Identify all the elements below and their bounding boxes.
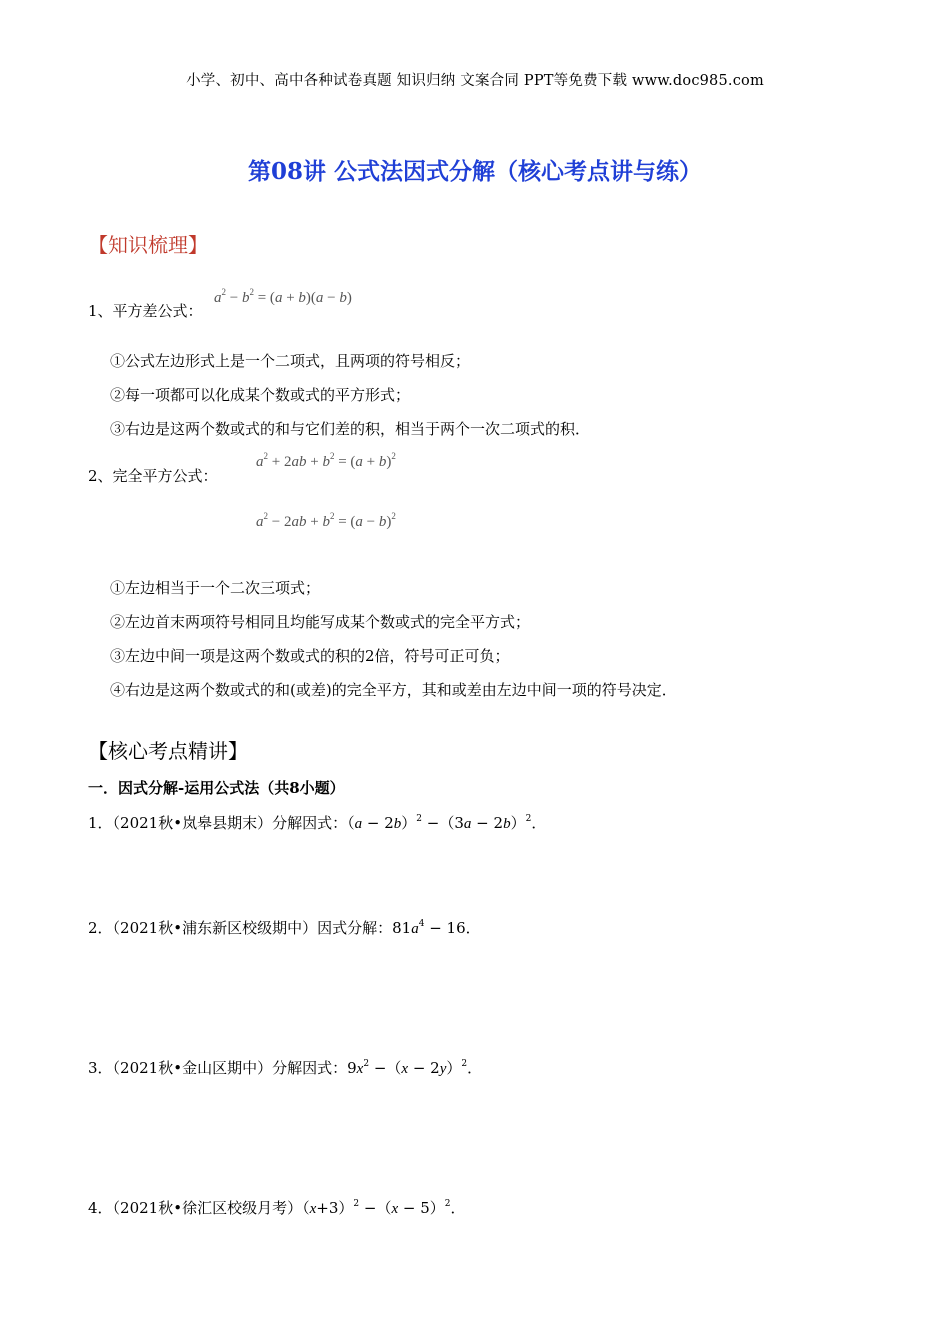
perfect-square-difference-formula: $a^2 - 2ab + b^2 = (a - b)^2$ bbox=[256, 511, 396, 530]
formula1-point: ①公式左边形式上是一个二项式，且两项的符号相反； bbox=[110, 352, 471, 370]
formula1-point: ③右边是这两个数或式的和与它们差的积，相当于两个一次二项式的积． bbox=[110, 420, 591, 438]
problem-source: （2021秋•徐汇区校级月考） bbox=[112, 1199, 303, 1217]
problem-source: （2021秋•岚皋县期末） bbox=[112, 814, 273, 832]
problem-number: 2． bbox=[88, 919, 113, 937]
problem-1 bbox=[88, 812, 546, 833]
problem-2 bbox=[88, 917, 481, 938]
problem-task: 分解因式： bbox=[272, 814, 348, 832]
formula2-point: ①左边相当于一个二次三项式； bbox=[110, 579, 321, 597]
problem-expression: $(x+3)^2 -(x - 5)^2$． bbox=[302, 1199, 466, 1217]
page-header: 小学、初中、高中各种试卷真题 知识归纳 文案合同 PPT等免费下载 www.doc985.com bbox=[186, 73, 764, 89]
problem-number: 4． bbox=[88, 1199, 113, 1217]
problem-source: （2021秋•浦东新区校级期中） bbox=[112, 919, 318, 937]
formula2-point: ②左边首末两项符号相同且均能写成某个数或式的完全平方式； bbox=[110, 613, 531, 631]
knowledge-heading: 【知识梳理】 bbox=[88, 233, 208, 257]
formula2-label: 2、完全平方公式： bbox=[88, 467, 218, 485]
formula2-point: ③左边中间一项是这两个数或式的积的2倍，符号可正可负； bbox=[110, 647, 510, 665]
problem-number: 1． bbox=[88, 814, 113, 832]
formula1-label: 1、平方差公式： bbox=[88, 302, 203, 320]
core-heading: 【核心考点精讲】 bbox=[88, 739, 248, 763]
problem-4 bbox=[88, 1197, 466, 1218]
problem-expression: $(a - 2b)^2 -(3a - 2b)^2$． bbox=[347, 814, 547, 832]
problem-expression: $81a^4 - 16$． bbox=[392, 919, 481, 937]
problem-task: 因式分解： bbox=[317, 919, 393, 937]
formula1-point: ②每一项都可以化成某个数或式的平方形式； bbox=[110, 386, 411, 404]
problem-task: 分解因式： bbox=[272, 1059, 348, 1077]
difference-of-squares-formula: $a^2 - b^2 = (a + b)(a - b)$ bbox=[214, 287, 352, 306]
document-title: 第08讲 公式法因式分解（核心考点讲与练） bbox=[247, 158, 702, 185]
problem-expression: $9x^2 -(x - 2y)^2$． bbox=[347, 1059, 483, 1077]
core-subheading: 一．因式分解-运用公式法（共8小题） bbox=[88, 779, 345, 797]
problem-source: （2021秋•金山区期中） bbox=[112, 1059, 273, 1077]
problem-number: 3． bbox=[88, 1059, 113, 1077]
perfect-square-sum-formula: $a^2 + 2ab + b^2 = (a + b)^2$ bbox=[256, 451, 396, 470]
problem-3 bbox=[88, 1057, 482, 1078]
formula2-point: ④右边是这两个数或式的和(或差)的完全平方，其和或差由左边中间一项的符号决定． bbox=[110, 681, 677, 699]
